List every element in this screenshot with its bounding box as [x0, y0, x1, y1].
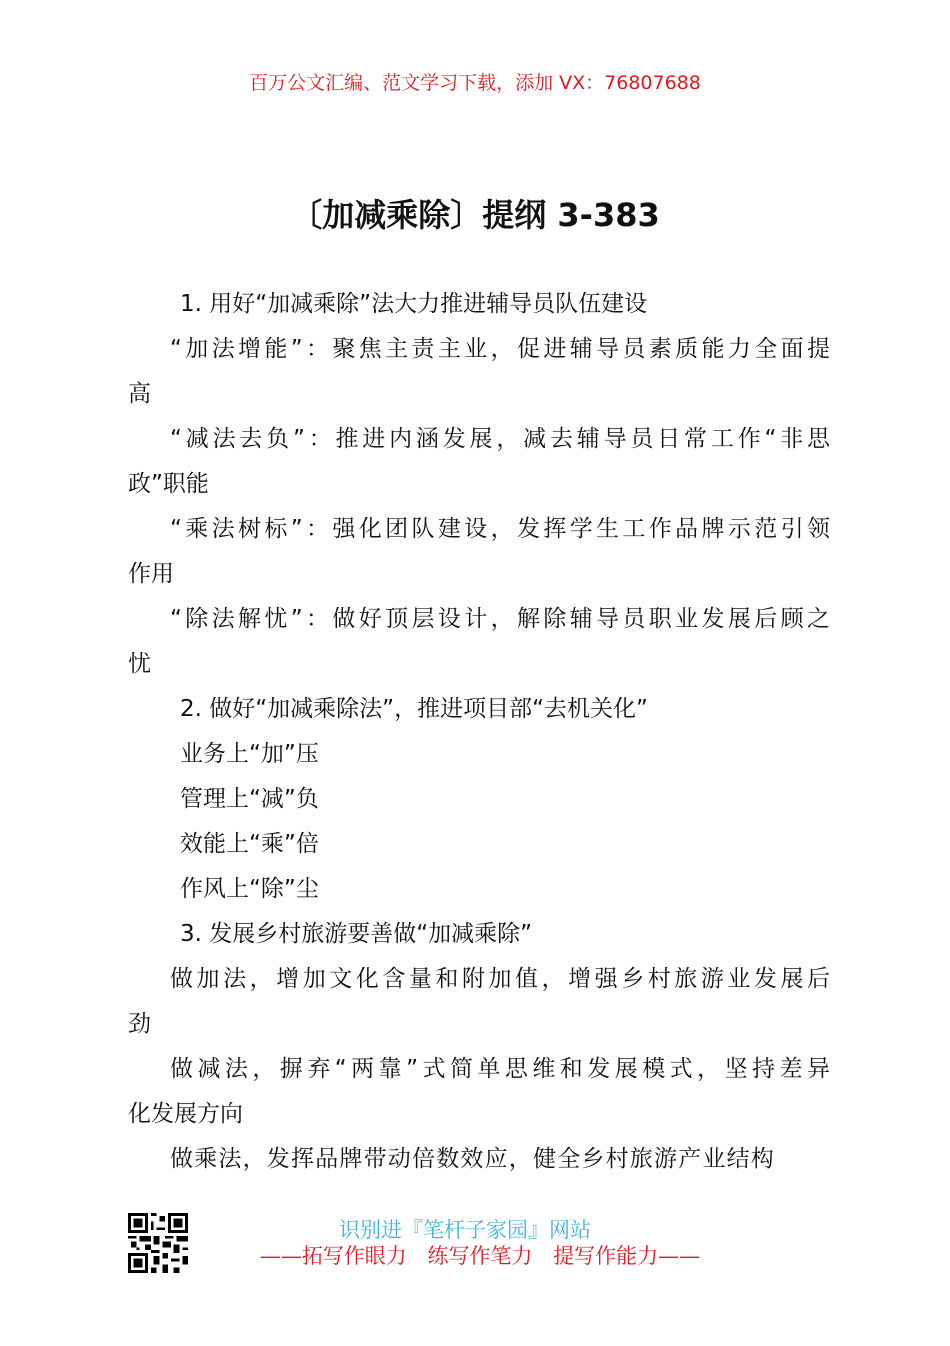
text-line: “乘法树标”：强化团队建设，发挥学生工作品牌示范引领 [170, 516, 830, 542]
text-line: 业务上“加”压 [180, 741, 319, 767]
document-title: 〔加减乘除〕提纲 3-383 [290, 196, 660, 234]
text-line: 做加法，增加文化含量和附加值，增强乡村旅游业发展后 [170, 966, 830, 992]
heading-3: 3. 发展乡村旅游要善做“加减乘除” [180, 921, 533, 947]
text-line: 做乘法，发挥品牌带动倍数效应，健全乡村旅游产业结构 [170, 1146, 775, 1172]
text-line: 劲 [128, 1011, 151, 1037]
text-line: 作用 [128, 561, 174, 587]
text-line: “减法去负”：推进内涵发展，减去辅导员日常工作“非思 [170, 426, 830, 452]
text-line: 管理上“减”负 [180, 786, 319, 812]
footer-slogan: ——拓写作眼力 练写作笔力 提写作能力—— [259, 1244, 701, 1268]
text-line: “加法增能”：聚焦主责主业，促进辅导员素质能力全面提 [170, 336, 830, 362]
text-line: 化发展方向 [128, 1101, 243, 1127]
header-watermark: 百万公文汇编、范文学习下载，添加 VX：76807688 [249, 72, 701, 94]
text-line: 政”职能 [128, 471, 209, 497]
text-line: 效能上“乘”倍 [180, 831, 319, 857]
footer-site-text: 识别进『笔杆子家园』网站 [339, 1218, 591, 1242]
text-line: 作风上“除”尘 [180, 876, 319, 902]
heading-1: 1. 用好“加减乘除”法大力推进辅导员队伍建设 [180, 291, 648, 317]
text-line: “除法解忧”：做好顶层设计，解除辅导员职业发展后顾之 [170, 606, 830, 632]
text-line: 做减法，摒弃“两靠”式简单思维和发展模式，坚持差异 [170, 1056, 830, 1082]
heading-2: 2. 做好“加减乘除法”，推进项目部“去机关化” [180, 696, 648, 722]
text-line: 高 [128, 381, 151, 407]
text-line: 忧 [128, 651, 151, 677]
